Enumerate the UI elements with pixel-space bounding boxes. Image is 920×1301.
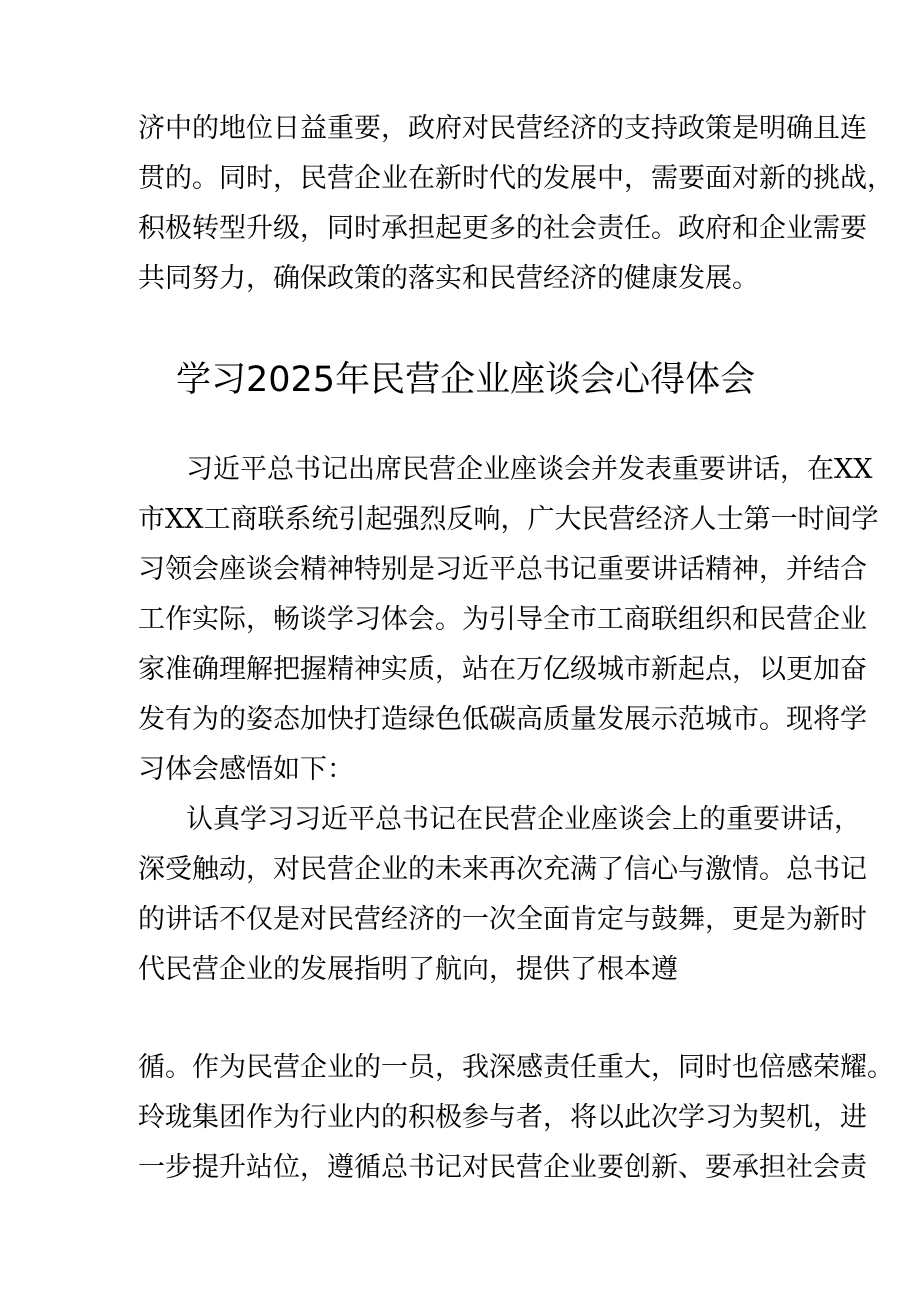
paragraph-line: 认真学习习近平总书记在民营企业座谈会上的重要讲话，	[186, 804, 861, 835]
paragraph-line: 的讲话不仅是对民营经济的一次全面肯定与鼓舞，更是为新时	[138, 904, 867, 935]
paragraph-line: 习领会座谈会精神特别是习近平总书记重要讲话精神，并结合	[138, 554, 867, 585]
paragraph-line: 代民营企业的发展指明了航向，提供了根本遵	[138, 954, 678, 985]
paragraph-line: 家准确理解把握精神实质，站在万亿级城市新起点，以更加奋	[138, 654, 867, 685]
paragraph-line: 习体会感悟如下：	[138, 754, 354, 785]
paragraph-line: 发有为的姿态加快打造绿色低碳高质量发展示范城市。现将学	[138, 704, 867, 735]
paragraph-line: 工作实际，畅谈学习体会。为引导全市工商联组织和民营企业	[138, 604, 867, 635]
intro-line: 济中的地位日益重要，政府对民营经济的支持政策是明确且连	[138, 113, 867, 144]
intro-line: 积极转型升级，同时承担起更多的社会责任。政府和企业需要	[138, 213, 867, 244]
paragraph-line: 习近平总书记出席民营企业座谈会并发表重要讲话，在XX	[186, 454, 873, 485]
paragraph-line: 市XX工商联系统引起强烈反响，广大民营经济人士第一时间学	[138, 504, 879, 535]
document-title: 学习2025年民营企业座谈会心得体会	[176, 360, 756, 400]
intro-line: 贯的。同时，民营企业在新时代的发展中，需要面对新的挑战，	[138, 163, 894, 194]
paragraph-line: 循。作为民营企业的一员，我深感责任重大，同时也倍感荣耀。	[138, 1052, 894, 1083]
paragraph-line: 深受触动，对民营企业的未来再次充满了信心与激情。总书记	[138, 854, 867, 885]
paragraph-line: 一步提升站位，遵循总书记对民营企业要创新、要承担社会责	[138, 1152, 867, 1183]
intro-line: 共同努力，确保政策的落实和民营经济的健康发展。	[138, 263, 759, 294]
paragraph-line: 玲珑集团作为行业内的积极参与者，将以此次学习为契机，进	[138, 1102, 867, 1133]
